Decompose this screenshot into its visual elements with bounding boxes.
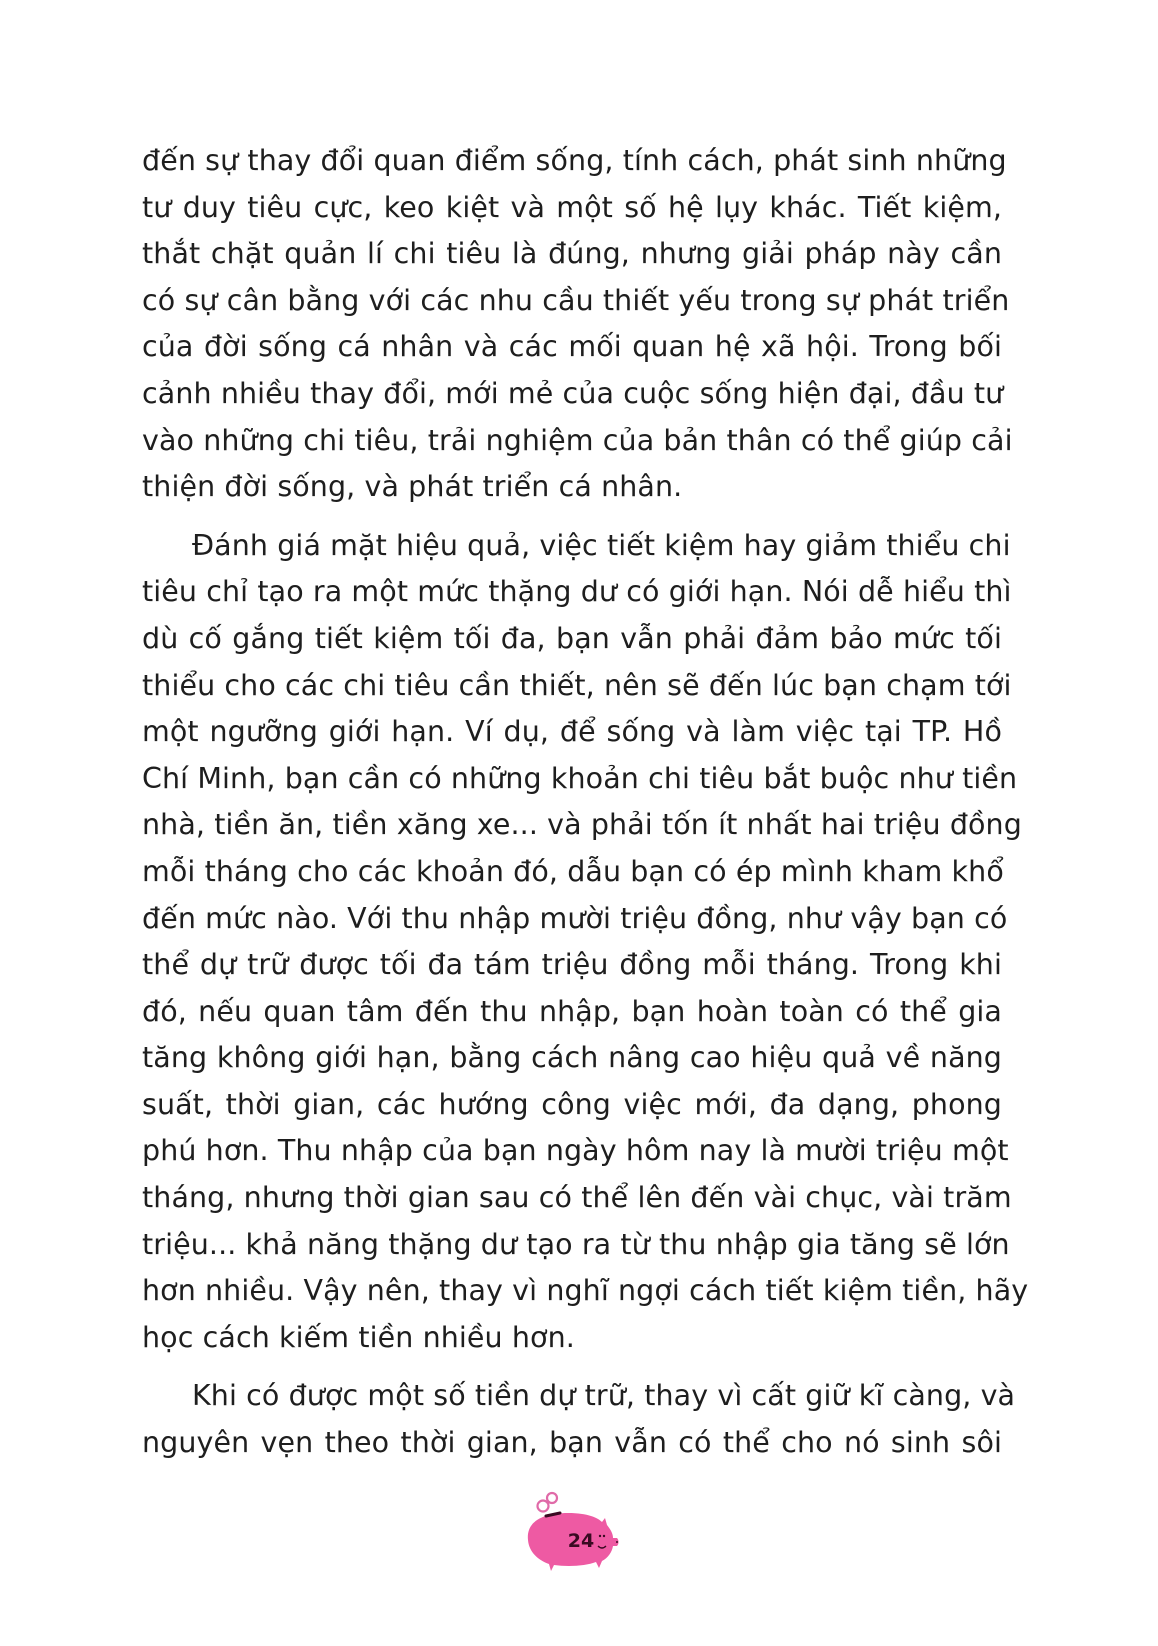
text-line: nguyên vẹn theo thời gian, bạn vẫn có thể cho nó sinh sôi — [142, 1426, 1002, 1460]
text-line: triệu... khả năng thặng dư tạo ra từ thu nhập gia tăng sẽ lớn — [142, 1227, 1010, 1261]
text-line: tiêu chỉ tạo ra một mức thặng dư có giới hạn. Nói dễ hiểu thì — [142, 575, 1012, 609]
text-line: đến sự thay đổi quan điểm sống, tính cách, phát sinh những — [142, 144, 1007, 177]
text-line: thiểu cho các chi tiêu cần thiết, nên sẽ đến lúc bạn chạm tới — [142, 668, 1012, 702]
text-line: Chí Minh, bạn cần có những khoản chi tiêu bắt buộc như tiền — [142, 761, 1018, 795]
text-line: tăng không giới hạn, bằng cách nâng cao hiệu quả về năng — [142, 1041, 1002, 1075]
page-number: 24 — [567, 1530, 595, 1552]
paragraph-2 — [142, 523, 1029, 1362]
text-line: Khi có được một số tiền dự trữ, thay vì cất giữ kĩ càng, và — [192, 1379, 1016, 1413]
text-line: tư duy tiêu cực, keo kiệt và một số hệ lụy khác. Tiết kiệm, — [142, 190, 1002, 224]
text-line: của đời sống cá nhân và các mối quan hệ xã hội. Trong bối — [142, 330, 1002, 364]
text-line: đến mức nào. Với thu nhập mười triệu đồng, như vậy bạn có — [142, 901, 1008, 935]
text-line: hơn nhiều. Vậy nên, thay vì nghĩ ngợi cách tiết kiệm tiền, hãy — [142, 1274, 1029, 1308]
paragraph-1 — [142, 138, 1013, 511]
text-line: tháng, nhưng thời gian sau có thể lên đến vài chục, vài trăm — [142, 1181, 1012, 1215]
text-line: cảnh nhiều thay đổi, mới mẻ của cuộc sống hiện đại, đầu tư — [142, 376, 1004, 410]
text-line: đó, nếu quan tâm đến thu nhập, bạn hoàn toàn có thể gia — [142, 994, 1002, 1028]
text-line: phú hơn. Thu nhập của bạn ngày hôm nay là mười triệu một — [142, 1134, 1009, 1168]
text-line: nhà, tiền ăn, tiền xăng xe... và phải tốn ít nhất hai triệu đồng — [142, 808, 1022, 842]
text-line: mỗi tháng cho các khoản đó, dẫu bạn có ép mình kham khổ — [142, 854, 1004, 888]
text-line: thắt chặt quản lí chi tiêu là đúng, nhưng giải pháp này cần — [142, 237, 1002, 271]
page-body — [142, 138, 1029, 1467]
paragraph-3 — [142, 1373, 1016, 1466]
text-line: suất, thời gian, các hướng công việc mới, đa dạng, phong — [142, 1087, 1002, 1121]
text-line: học cách kiếm tiền nhiều hơn. — [142, 1320, 575, 1354]
text-line: dù cố gắng tiết kiệm tối đa, bạn vẫn phải đảm bảo mức tối — [142, 621, 1002, 655]
text-line: có sự cân bằng với các nhu cầu thiết yếu trong sự phát triển — [142, 283, 1010, 317]
page-footer — [520, 1488, 630, 1588]
text-line: vào những chi tiêu, trải nghiệm của bản thân có thể giúp cải — [142, 423, 1013, 457]
text-line: thiện đời sống, và phát triển cá nhân. — [142, 470, 683, 504]
text-line: thể dự trữ được tối đa tám triệu đồng mỗi tháng. Trong khi — [142, 948, 1002, 982]
text-line: Đánh giá mặt hiệu quả, việc tiết kiệm hay giảm thiểu chi — [192, 528, 1011, 562]
text-line: một ngưỡng giới hạn. Ví dụ, để sống và làm việc tại TP. Hồ — [142, 715, 1002, 749]
